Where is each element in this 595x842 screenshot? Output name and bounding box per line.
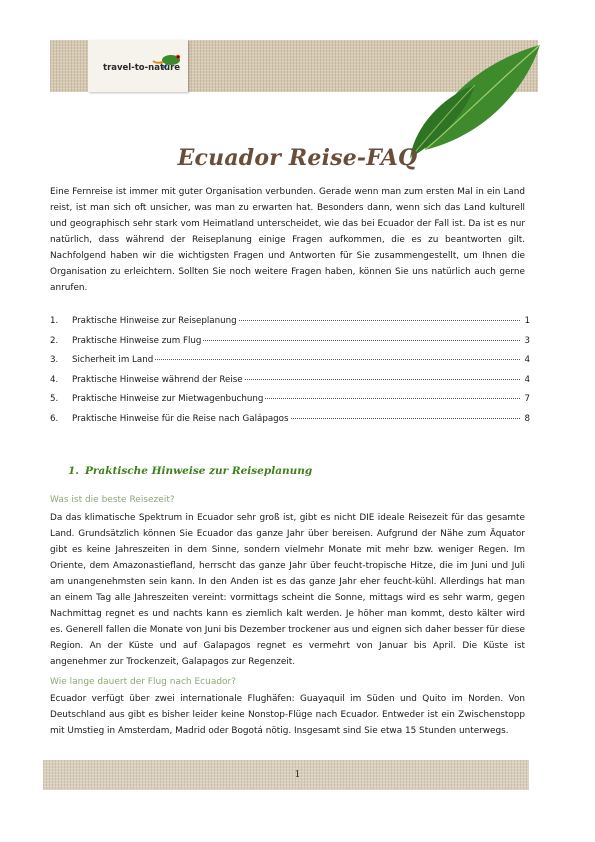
page-title: Ecuador Reise-FAQ — [177, 145, 418, 171]
toc-leader — [239, 320, 520, 321]
intro-paragraph: Eine Fernreise ist immer mit guter Organisation verbunden. Gerade wenn man zum ersten Mal in ein Land reist, ist man sich oft unsicher, was man zu erwarten hat. Besonders dann, wenn sich das Land kulturell und geographisch sehr stark vom Heimatland unterscheidet, wie das bei Ecuador der Fall ist. Da ist es nur natürlich, dass während der Reiseplanung einige Fragen aufkommen, die es zu beantworten gilt. Nachfolgend haben wir die wichtigsten Fragen und Antworten für Sie zusammengestellt, um Ihnen die Organisation zu erleichtern. Sollten Sie noch weitere Fragen haben, können Sie uns natürlich auch gerne anrufen. — [50, 187, 525, 293]
toc-page-number: 7 — [524, 394, 530, 404]
faq-question: Was ist die beste Reisezeit? — [50, 495, 175, 505]
faq-answer: Ecuador verfügt über zwei internationale Flughäfen: Guayaquil im Süden und Quito im Norden. Von Deutschland aus gibt es bisher leider keine Nonstop-Flüge nach Ecuador. Entweder ist ein Zwischenstopp mit Umstieg in Amsterdam, Madrid oder Bogotá nötig. Insgesamt sind Sie etwa 15 Stunden unterwegs. — [50, 694, 525, 736]
table-of-contents — [50, 316, 530, 433]
toc-number: 5. — [50, 394, 59, 404]
section-heading — [68, 465, 312, 477]
section-number: 1. — [68, 465, 79, 477]
toc-leader — [265, 398, 520, 399]
faq-question: Wie lange dauert der Flug nach Ecuador? — [50, 677, 237, 687]
toc-entry[interactable] — [50, 375, 530, 395]
leaf-decoration-icon — [405, 40, 545, 160]
toc-label: Praktische Hinweise zur Reiseplanung — [72, 316, 237, 326]
toc-number: 3. — [50, 355, 59, 365]
toc-leader — [291, 418, 520, 419]
faq-answer: Da das klimatische Spektrum in Ecuador sehr groß ist, gibt es nicht DIE ideale Reisezeit für das gesamte Land. Grundsätzlich können Sie Ecuador das ganze Jahr über bereisen. Aufgrund der Nähe zum Äquator gibt es keine Jahreszeiten in dem Sinne, sondern vielmehr Monate mit mehr bzw. weniger Regen. Im Oriente, dem Amazonastiefland, herrscht das ganze Jahr über feucht-tropische Hitze, die im Juni und Juli am unangenehmsten sein kann. In den Anden ist es das ganze Jahr eher feucht-kühl. Allerdings hat man an einem Tag alle Jahreszeiten vereint: vormittags scheint die Sonne, mittags wird es sehr warm, gegen Nachmittag regnet es und nachts kann es ziemlich kalt werden. Je höher man kommt, desto kälter wird es. Generell fallen die Monate von Juni bis Dezember trockener aus und eignen sich daher besser für diese Region. An der Küste und auf Galapagos regnet es vermehrt von Januar bis April. Die Küste ist angenehmer zur Trockenzeit, Galapagos zur Regenzeit. — [50, 513, 525, 667]
toc-entry[interactable] — [50, 336, 530, 356]
toc-page-number: 4 — [524, 355, 530, 365]
toc-page-number: 1 — [524, 316, 530, 326]
toc-number: 6. — [50, 413, 59, 424]
toc-leader — [155, 359, 520, 360]
toc-entry[interactable] — [50, 316, 530, 336]
toc-label: Praktische Hinweise während der Reise — [72, 374, 243, 385]
toc-entry[interactable] — [50, 414, 530, 434]
toc-page-number: 3 — [524, 335, 530, 346]
toc-entry[interactable] — [50, 394, 530, 414]
toc-label: Praktische Hinweise für die Reise nach Galápagos — [72, 413, 289, 424]
toc-label: Sicherheit im Land — [72, 355, 154, 365]
toc-leader — [203, 340, 520, 341]
toc-label: Praktische Hinweise zur Mietwagenbuchung — [72, 394, 264, 404]
page-number: 1 — [294, 770, 301, 780]
toc-number: 4. — [50, 374, 59, 385]
toc-number: 1. — [50, 316, 59, 326]
logo-text: travel-to-nature — [103, 63, 181, 73]
toc-leader — [245, 379, 520, 380]
toc-number: 2. — [50, 335, 59, 346]
toc-entry[interactable] — [50, 355, 530, 375]
section-title: Praktische Hinweise zur Reiseplanung — [84, 465, 313, 477]
toc-label: Praktische Hinweise zum Flug — [72, 335, 202, 346]
toc-page-number: 8 — [524, 413, 530, 424]
toc-page-number: 4 — [524, 374, 530, 385]
